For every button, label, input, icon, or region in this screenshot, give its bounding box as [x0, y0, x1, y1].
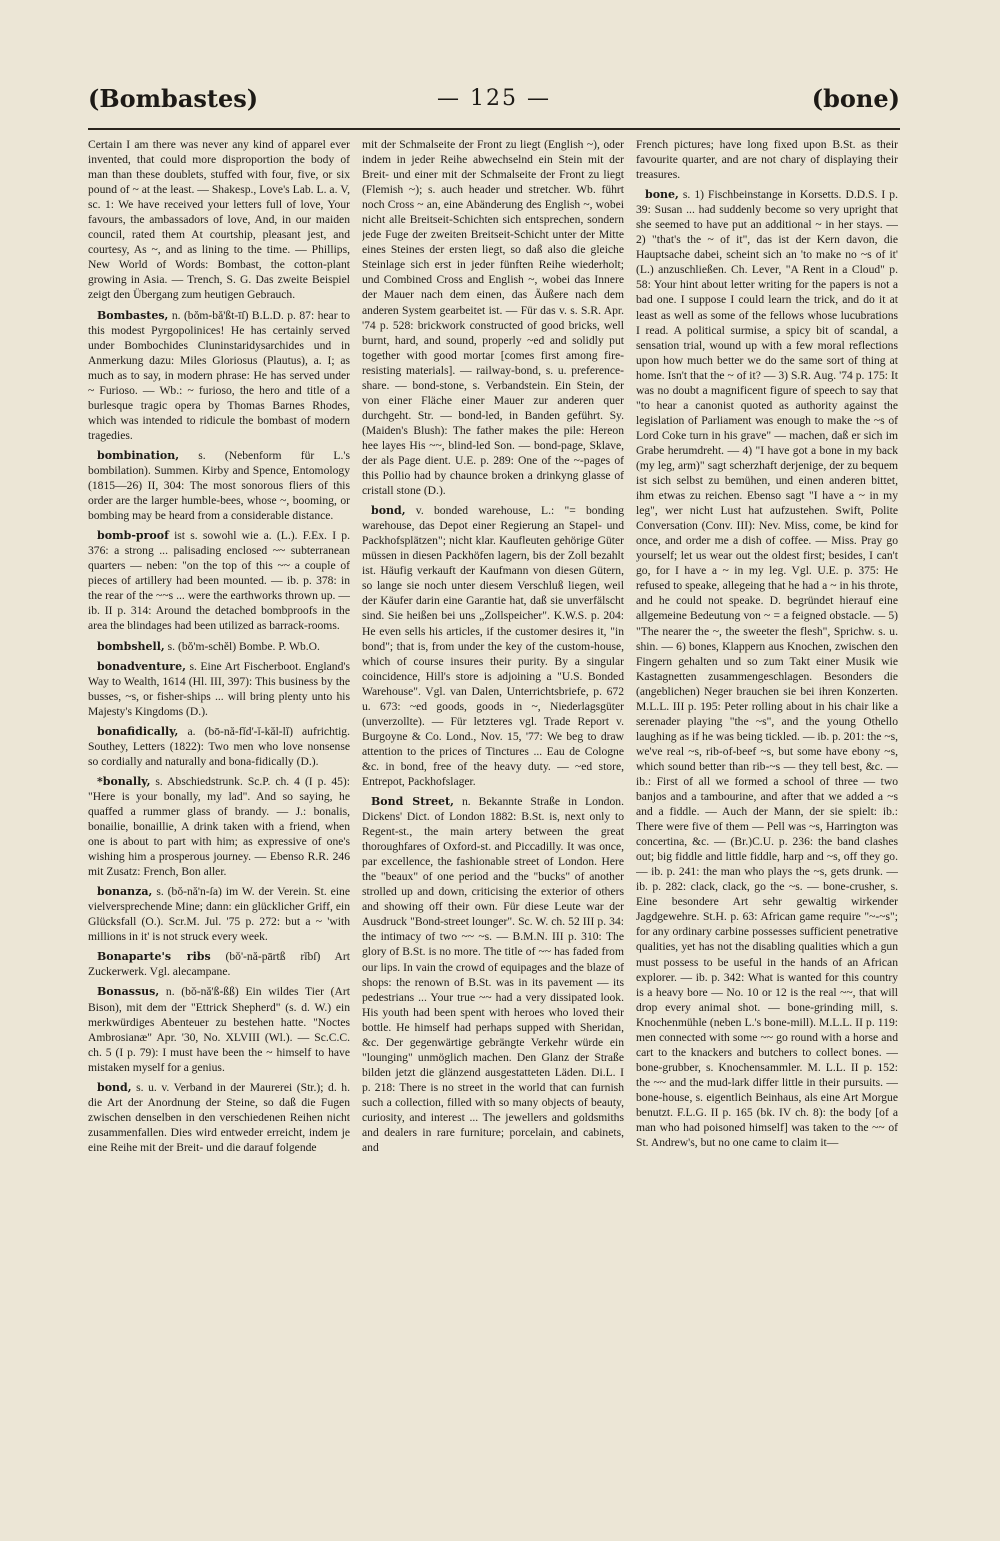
header-right-catchword: (bone): [811, 84, 900, 113]
entry-text: s. 1) Fischbeinstange in Korsetts. D.D.S. I p. 39: Susan ... had suddenly become so very upright that she seemed to have put an additional ~ in her stays. — 2) "that's the ~ of it", das ist der Kern davon, die Hauptsache dabei, scheint sich an 'to make no ~s of it' (L.) anzuschließen. Ch. Lever, "A Rent in a Cloud" p. 58: Your hint about letter writing for the papers is not a bad one. I suppose I could learn the trick, and do it at least as well as some of the fellows whose lucubrations I read. A political surmise, a spicy bit of scandal, a sensation trial, wound up with a few moral reflections upon how much better we do the same sort of thing at home. Isn't that the ~ of it? — 3) S.R. Aug. '74 p. 175: It was no doubt a magnificent figure of speech to say that "to hear a canonist quoted as authority against the legislation of Parliament was enough to make the ~s of Lord Coke turn in his grave" — machen, daß er sich im Grabe herumdreht. — 4) "I have got a bone in my back (my leg, arm)" sagt scherzhaft derjenige, der zu bequem ist sich selbst zu bemühen, und einen anderen bittet, ihm etwas zu reichen. Ebenso sagt "I have a ~ in my leg", wer nicht Lust hat aufzustehen. Swift, Polite Conversation (Conv. III): Nev. Miss, come, be kind for once, and order me a dish of coffee. — Miss. Pray go yourself; let us wear out the oldest first; besides, I can't go, for I have a ~ in my leg. Vgl. U.E. p. 375: He refused to speake, allegeing that he had a ~ in his throte, and he could not speake. D. begründet hierauf eine allgemeine Bedeutung von ~ = a feigned obstacle. — 5) "The nearer the ~, the sweeter the flesh", Sprichw. s. u. shin. — 6) bones, Klappern aus Knochen, zwischen den Fingern gehalten und so zum Takt einer Musik wie Kastagnetten zusammengeschlagen. Besonders die (angeblichen) Neger brauchen sie bei ihren Konzerten. M.L.L. III p. 195: Peter rolling about in his chair like a serenader playing "the ~s", and the young Othello laughing as if he was being tickled. — ib. p. 201: the ~s, we've real ~s, rib-of-beef ~s, but some have ebony ~s, which sound better than rib-~s — they tell best, &c. — ib.: First of all we formed a school of three — two banjos and a tambourine, and after that we added a ~s and a fiddle. — Auch der Mann, der sie spielt: ib.: There were five of them — Pell was ~s, Harrington was concertina, &c. — (Br.)C.U. p. 236: the band clashes out; big fiddle and little fiddle, harp and ~s, off they go. — ib. p. 241: the man who plays the ~s, gets drunk. — ib. p. 282: clack, clack, go the ~s. — bone-crusher, s. Eine besondere Art sehr gewaltig wirkender Jagdgewehre. St.H. p. 63: African game require "~-~s"; for any ordinary carbine possesses sufficient penetrative qualities, yet has not the disabling qualities which a gun must possess to be useful in the hands of an African explorer. — ib. p. 342: What is wanted for this country is a heavy bore — No. 10 or 12 is the real ~~, that will drop every animal shot. — bone-grinding mill, s. Knochenmühle (neben L.'s bone-mill). M.L.L. II p. 119: men connected with some ~~ go round with a horse and cart to the knackers and butchers to collect bones. — bone-grubber, s. Knochensammler. M. L.L. II p. 152: the ~~ and the mud-lark differ little in their pursuits. — bone-house, s. eigentlich Beinhaus, als eine Art Morgue benutzt. F.L.G. II p. 165 (bk. IV ch. 8): the body [of a man who had poisoned himself] was taken to the ~~ of St. Andrew's, but no one came to claim it—: [636, 188, 898, 1150]
entry-text: n. Bekannte Straße in London. Dickens' Dict. of London 1882: B.St. is, next only to Regent-st., the main artery between the great thoroughfares of Oxford-st. and Piccadilly. It was once, par excellence, the fashionable street of London. Here the "beaux" of one period and the "bucks" of another strolled up and down, criticising the exterior of others and showing off their own. Für diese Leute war der Ausdruck "Bond-street lounger". Sc. W. ch. 52 III p. 34: the intimacy of two ~~ ~s. — B.M.N. III p. 310: The glory of B.St. is no more. The title of ~~ has faded from our lips. In vain the crowd of equipages and the blaze of shops: the renown of B.St. was in its pavement — its pedestrians ... Your true ~~ had a very dissipated look. His youth had been spent with heroes who loved their bottle. He himself had perhaps supped with Sheridan, &c. Der gegenwärtige gebrängte Verkehr würde ein "lounging" unmöglich machen. Den Glanz der Straße bilden jetzt die glänzend ausgestatteten Läden. Di.L. I p. 218: There is no street in the world that can furnish such a collection, filled with so many objects of beauty, curiosity, and interest ... The jewellers and goldsmiths and dealers in rare furniture; porcelain, and cabinets, and: [362, 795, 624, 1155]
dictionary-entry: [362, 137, 624, 498]
dictionary-entry: [636, 137, 898, 182]
dictionary-entry: [88, 774, 350, 879]
dictionary-entry: [88, 659, 350, 719]
entry-headword: bonadventure,: [97, 659, 186, 673]
entry-text: s. (Nebenform für L.'s bombilation). Summen. Kirby and Spence, Entomology (1815—26) II, 304: The most sonorous fliers of this order are the larger humble-bees, whose ~, booming, or bombing may be heard from a considerable distance.: [88, 448, 350, 523]
header-left-catchword: (Bombastes): [88, 84, 259, 113]
dictionary-entry: [88, 984, 350, 1074]
page-header: [88, 84, 900, 124]
dictionary-entry: [88, 949, 350, 979]
entry-headword: bombshell,: [97, 639, 165, 653]
dictionary-entry: [88, 1080, 350, 1155]
dictionary-entry: [88, 137, 350, 303]
dictionary-entry: [88, 724, 350, 769]
entry-headword: bone,: [645, 188, 679, 202]
entry-headword: Bond Street,: [371, 795, 454, 809]
column-right: [636, 137, 898, 1477]
entry-headword: Bonassus,: [97, 985, 160, 999]
dictionary-entry: [88, 528, 350, 633]
entry-text: French pictures; have long fixed upon B.St. as their favourite quarter, and are not chary of displaying their treasures.: [636, 138, 898, 182]
entry-headword: Bombastes,: [97, 308, 169, 322]
text-columns: [88, 137, 900, 1477]
entry-text: s. (bŏ-nă'n-ſa) im W. der Verein. St. eine vielversprechende Mine; dann: ein glücklicher Griff, ein Glücksfall (O.). Scr.M. Jul. '75 p. 272: but a ~ 'with millions in it' is not struck every week.: [88, 885, 350, 944]
entry-text: n. (bŏ-nă'ß-ßß) Ein wildes Tier (Art Bison), mit dem der "Ettrick Shepherd" (s. d. W.) ein merkwürdiges Abenteuer zu bestehen hatte. "Noctes Ambrosianæ" Apr. '30, No. XLVIII (Wl.). — Sc.C.C. ch. 5 (I p. 79): I must have been the ~ himself to have mistaken myself for a genius.: [88, 985, 350, 1074]
entry-text: s. Abschiedstrunk. Sc.P. ch. 4 (I p. 45): "Here is your bonally, my lad". And so saying, he quaffed a rummer glass of brandy. — J.: bonalis, bonailie, bonaillie, A drink taken with a friend, when one is about to part with him; as expressive of one's wishing him a prosperous journey. — Ebenso R.R. 246 mit Zusatz: French, Bon aller.: [88, 774, 350, 879]
entry-text: s. Eine Art Fischerboot. England's Way to Wealth, 1614 (Hl. III, 397): This business by the busses, ~s, or fisher-ships ... will bring plenty unto his Majesty's Kingdoms (D.).: [88, 659, 350, 718]
entry-text: mit der Schmalseite der Front zu liegt (English ~), oder indem in jeder Reihe abwechselnd ein Stein mit der Breit- und einer mit der Schmalseite der Front zu liegt (Flemish ~); s. auch header und stretcher. Wb. führt noch Cross ~ an, eine Abänderung des English ~, wobei nicht alle Breitseit-Schichten sich entsprechen, sondern jede Fuge der zweiten Breitseit-Schicht unter der Mitte eines Steines der ersten liegt, so daß also die gleiche Steinlage sich erst in jeder fünften Reihe wiederholt; und Combined Cross and English ~, wobei das Innere der Mauer nach dem einen, das Äußere nach dem anderen System gearbeitet ist. — Für das v. s. S.R. Apr. '74 p. 528: brickwork constructed of good bricks, well burnt, hard, and sound, properly ~ed and solidly put together with good mortar [comes first among fire-resisting materials]. — railway-bond, s. u. preference-share. — bond-stone, s. Verbandstein. Ein Stein, der von einer Fläche einer Mauer zur anderen quer durchgeht. Str. — bond-led, in Banden geführt. Sy. (Maiden's Blush): The father makes the pile: Hereon hee layes His ~~, blind-led Son. — bond-page, Sklave, der als Page dient. U.E. p. 289: One of the ~-pages of this Pollio had by chaunce broken a drinkyng glasse of cristall stone (D.).: [362, 138, 624, 498]
column-middle: [362, 137, 624, 1477]
entry-text: n. (bŏm-bă'ßt-īſ) B.L.D. p. 87: hear to this modest Pyrgopolinices! He has certainly served under Bombochides Cluninstaridysarchides und in Anmerkung dazu: Miles Gloriosus (Plautus), a. I; as much as to say, in modern phrase: He has served under ~ Furioso. — Wb.: ~ furioso, the hero and title of a burlesque tragic opera by Thomas Barnes Rhodes, which was intended to ridicule the bombast of modern tragedies.: [88, 308, 350, 442]
entry-headword: bomb-proof: [97, 529, 169, 543]
entry-headword: Bonaparte's ribs: [97, 950, 211, 964]
dictionary-entry: [362, 503, 624, 789]
column-left: [88, 137, 350, 1477]
entry-text: s. u. v. Verband in der Maurerei (Str.); d. h. die Art der Anordnung der Steine, so daß die Fugen zwischen denselben in den verschiedenen Reihen nicht zusammenfallen. Dies wird entweder erreicht, indem je eine Reihe mit der Breit- und die darauf folgende: [88, 1080, 350, 1154]
entry-text: s. (bŏ'm-schĕl) Bombe. P. Wb.O.: [167, 639, 320, 653]
dictionary-entry: [362, 794, 624, 1155]
entry-text: ist s. sowohl wie a. (L.). F.Ex. I p. 376: a strong ... palisading enclosed ~~ subterranean quarters — neben: "on the top of this ~~ a couple of pieces of artillery had been mounted. — ib. p. 378: in the rear of the ~~s ... were the earthworks thrown up. — ib. II p. 314: Around the detached bombproofs in the area the blindages had been utilized as barrack-rooms.: [88, 529, 350, 633]
entry-headword: bonanza,: [97, 885, 153, 899]
dictionary-entry: [88, 308, 350, 443]
page-number: — 125 —: [437, 86, 551, 111]
entry-headword: bombination,: [97, 448, 180, 462]
entry-headword: bonafidically,: [97, 724, 179, 738]
entry-headword: bond,: [97, 1080, 132, 1094]
entry-headword: *bonally,: [97, 774, 151, 788]
entry-headword: bond,: [371, 504, 406, 518]
dictionary-entry: [636, 187, 898, 1150]
entry-text: v. bonded warehouse, L.: "= bonding warehouse, das Depot einer Regierung an Stapel- und Packhofsplätzen"; nicht klar. Kaufleuten gehörige Güter müssen in diesen Packhöfen lagern, bis der Zoll bezahlt ist. Häufig verkauft der Kaufmann von diesen Gütern, so lange sie noch unter diesem Verschluß liegen, weil der Käufer darin eine Garantie hat, daß sie unverfälscht sind. Sie heißen bei uns „Zollspeicher". K.W.S. p. 204: He even sells his articles, if the customer desires it, "in bond"; that is, from under the key of the custom-house, which of course insures their purity. By a singular coincidence, Hill's store is adjoining a "U.S. Bonded Warehouse". Vgl. van Dalen, Unterrichtsbriefe, p. 672 u. 673: ~ed goods, goods in ~, Niederlagsgüter (unverzollte). — Für letzteres vgl. Trade Report v. Burgoyne & Co. Lond., Nov. 15, '77: We beg to draw attention to the prices of Tinctures ... Eau de Cologne &c. in bond, free of the heavy duty. — ~ed store, Entrepot, Packhofslager.: [362, 504, 624, 788]
header-rule: [88, 128, 900, 130]
dictionary-entry: [88, 639, 350, 654]
dictionary-entry: [88, 884, 350, 944]
entry-text: Certain I am there was never any kind of apparel ever invented, that could more disproportion the body of man than these doublets, stuffed with four, five, or six pound of ~ at the least. — Shakesp., Love's Lab. L. a. V, sc. 1: We have received your letters full of love, Your favours, the ambassadors of love, And, in our maiden council, rated them At courtship, pleasant jest, and courtesy, As ~, and as lining to the time. — Phillips, New World of Words: Bombast, the cotton-plant growing in Asia. — Trench, S. G. Das zweite Beispiel zeigt den Übergang zum heutigen Gebrauch.: [88, 138, 350, 302]
dictionary-entry: [88, 448, 350, 523]
entry-text: a. (bō-nă-fĭd'-ĭ-kăl-lĭ) aufrichtig. Southey, Letters (1822): Two men who love nonsense so cordially and naturally and bona-fidically (D.).: [88, 724, 350, 768]
entry-text: (bŏ'-nă-pārtß rĭbſ) Art Zuckerwerk. Vgl. alecampane.: [88, 950, 350, 979]
